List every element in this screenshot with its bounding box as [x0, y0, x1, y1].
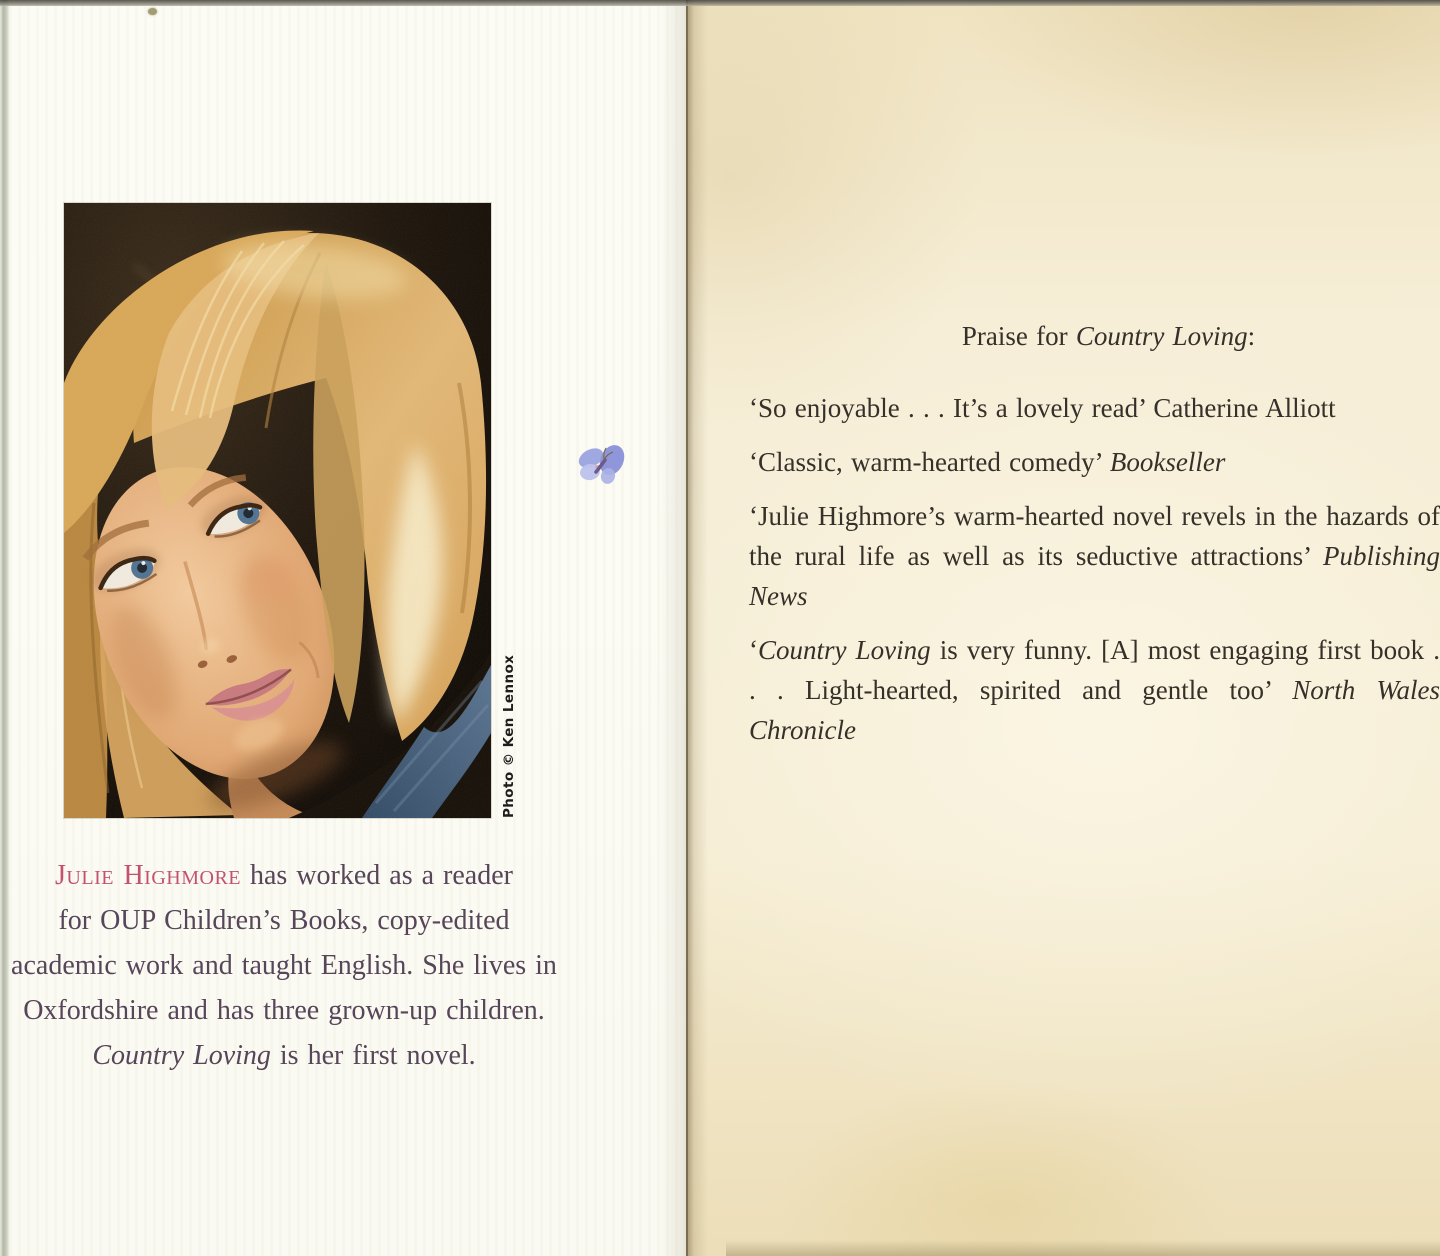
bio-line-1: Julie Highmore has worked as a reader — [55, 860, 513, 891]
book-title: Country Loving — [1075, 321, 1248, 351]
page-gutter-edge — [686, 0, 688, 1256]
quote-source: Bookseller — [1109, 447, 1226, 477]
quote-north-wales-chronicle: ‘Country Loving is very funny. [A] most engaging first book . . . Light-hearted, spirited and gentle too’ North Wales Chronicle — [749, 635, 1440, 745]
bio-line-2: for OUP Children’s Books, copy-edited — [58, 905, 510, 936]
author-photo — [64, 203, 491, 818]
right-page — [686, 0, 1440, 1256]
bio-line-5: Country Loving is her first novel. — [92, 1040, 476, 1071]
author-bio — [8, 853, 560, 1078]
photo-credit: Photo © Ken Lennox — [501, 654, 517, 818]
book-title: Country Loving — [92, 1040, 271, 1071]
book-title: Country Loving — [758, 635, 931, 665]
quote-source: Publishing News — [749, 541, 1440, 611]
butterfly-icon — [578, 436, 628, 496]
quote-source: North Wales Chronicle — [749, 675, 1440, 745]
quote-publishing-news: ‘Julie Highmore’s warm-hearted novel revels in the hazards of the rural life as well as its seductive attractions’ Publishing News — [749, 501, 1440, 611]
scan-top-edge — [0, 0, 1440, 6]
quote-source: Catherine Alliott — [1153, 393, 1336, 423]
scan-speck — [148, 8, 157, 15]
praise-heading: Praise for Country Loving: — [961, 321, 1256, 351]
praise-block — [749, 316, 1440, 764]
author-name: Julie Highmore — [55, 860, 241, 891]
quote-bookseller: ‘Classic, warm-hearted comedy’ Bookseller — [749, 447, 1226, 477]
bio-line-3: academic work and taught English. She lives in — [11, 950, 557, 981]
quote-catherine-alliott: ‘So enjoyable . . . It’s a lovely read’ Catherine Alliott — [749, 393, 1336, 423]
bio-line-4: Oxfordshire and has three grown-up children. — [23, 995, 545, 1026]
left-page — [0, 0, 686, 1256]
